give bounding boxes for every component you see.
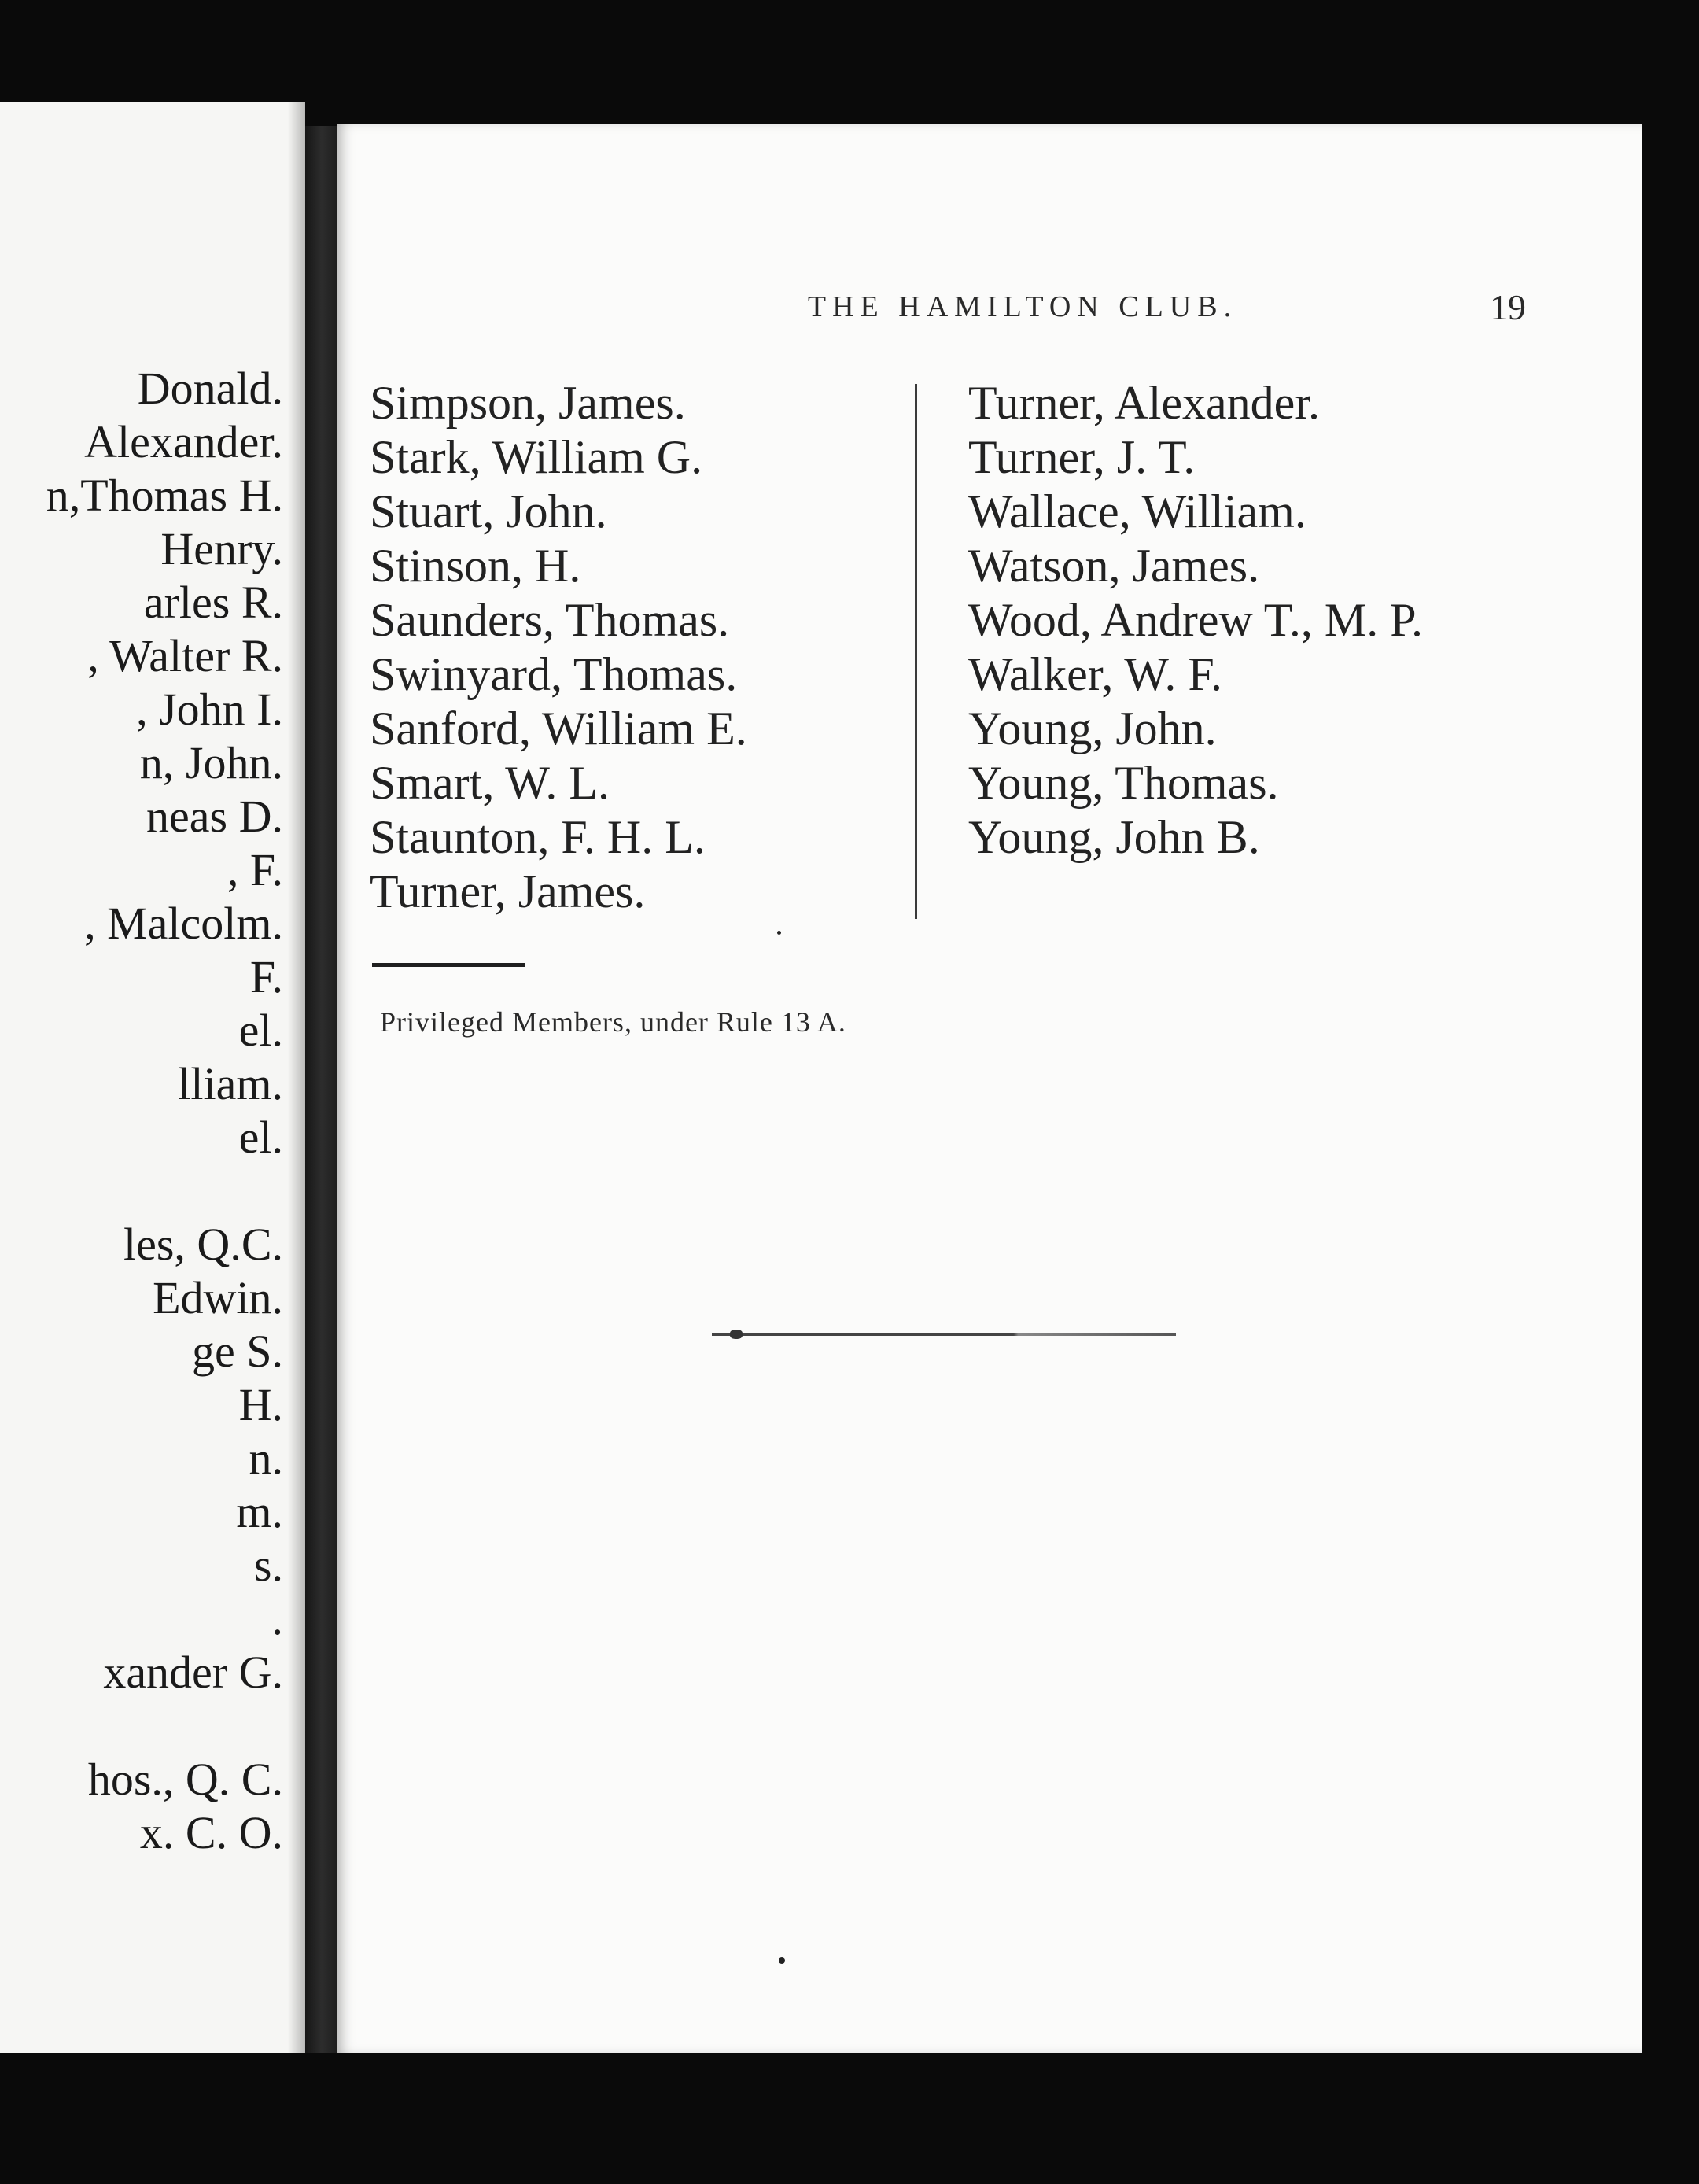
member-entry: Young, John. (968, 703, 1217, 754)
footnote-rule (372, 963, 525, 967)
running-head: THE HAMILTON CLUB. (807, 290, 1238, 323)
member-entry: Turner, Alexander. (968, 377, 1320, 429)
members-column-right (968, 376, 1613, 865)
previous-page-line: n,Thomas H. (46, 470, 283, 521)
previous-page-line: , John I. (136, 684, 283, 735)
previous-page-member-list (46, 362, 283, 1860)
member-entry: Swinyard, Thomas. (370, 648, 738, 700)
print-speck (779, 1957, 785, 1964)
previous-page-line: Alexander. (84, 416, 283, 467)
member-entry: Staunton, F. H. L. (370, 811, 706, 863)
member-entry: Sanford, William E. (370, 703, 747, 754)
previous-page-line: s. (253, 1540, 283, 1591)
section-end-rule (712, 1333, 1176, 1336)
members-column-left (370, 376, 936, 919)
footnote: Privileged Members, under Rule 13 A. (380, 1006, 846, 1038)
previous-page-line: , F. (227, 844, 283, 895)
previous-page-line: les, Q.C. (123, 1219, 283, 1270)
previous-page-line: n. (249, 1433, 283, 1484)
previous-page-line (46, 1164, 283, 1218)
member-entry: Young, Thomas. (968, 757, 1279, 809)
previous-page-line: Henry. (160, 523, 283, 574)
current-page (337, 124, 1642, 2053)
page-number: 19 (1490, 287, 1526, 327)
previous-page-line: n, John. (139, 737, 283, 788)
column-divider-rule (915, 384, 917, 919)
previous-page-line: lliam. (178, 1058, 283, 1109)
previous-page-line: , Walter R. (87, 630, 283, 681)
previous-page-line: H. (238, 1379, 283, 1430)
previous-page-line: m. (236, 1486, 283, 1537)
member-entry: Wallace, William. (968, 485, 1306, 537)
gutter-shadow (288, 102, 305, 2053)
previous-page-line: . (271, 1593, 283, 1644)
member-entry: Stinson, H. (370, 540, 581, 592)
member-entry: Stuart, John. (370, 485, 607, 537)
member-entry: Stark, William G. (370, 431, 703, 483)
section-end-ornament (730, 1330, 743, 1339)
previous-page-line: xander G. (103, 1647, 283, 1698)
member-entry: Turner, James. (370, 865, 646, 917)
member-entry: Smart, W. L. (370, 757, 610, 809)
member-entry: Young, John B. (968, 811, 1260, 863)
member-entry: Saunders, Thomas. (370, 594, 730, 646)
previous-page (0, 102, 305, 2053)
previous-page-line: el. (238, 1112, 283, 1163)
previous-page-line: F. (249, 951, 283, 1002)
member-entry: Turner, J. T. (968, 431, 1196, 483)
previous-page-line: , Malcolm. (84, 898, 283, 949)
previous-page-line: arles R. (143, 577, 283, 628)
print-speck (777, 931, 781, 935)
previous-page-line: Edwin. (153, 1272, 283, 1323)
member-entry: Walker, W. F. (968, 648, 1222, 700)
book-spine (305, 126, 338, 2053)
previous-page-line: ge S. (192, 1326, 283, 1377)
previous-page-line: hos., Q. C. (87, 1754, 283, 1805)
previous-page-line (46, 1699, 283, 1753)
member-entry: Simpson, James. (370, 377, 686, 429)
member-entry: Wood, Andrew T., M. P. (968, 594, 1423, 646)
member-entry: Watson, James. (968, 540, 1260, 592)
previous-page-line: neas D. (146, 791, 283, 842)
previous-page-line: x. C. O. (139, 1807, 283, 1858)
previous-page-line: el. (238, 1005, 283, 1056)
previous-page-line: Donald. (137, 363, 283, 414)
